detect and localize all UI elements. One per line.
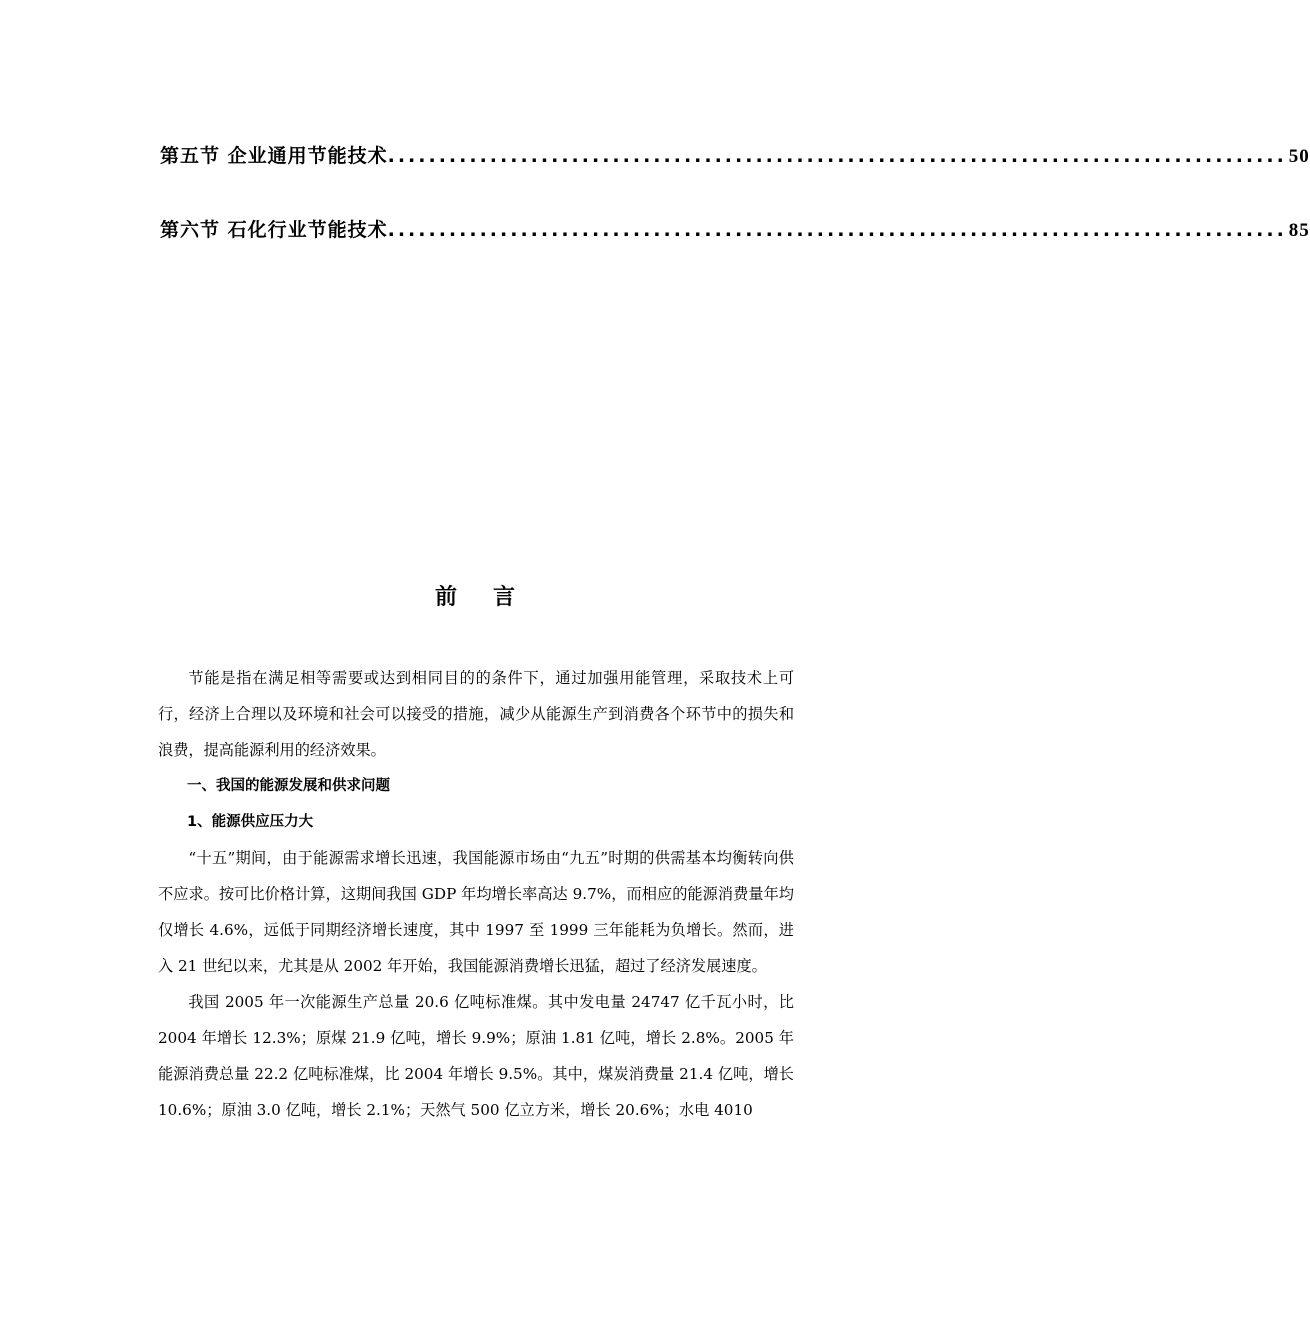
toc-leader-dots: ........................................................................................ [387,219,1287,241]
toc-page-number: 85 [1288,220,1310,241]
paragraph: “十五”期间，由于能源需求增长迅速，我国能源市场由“九五”时期的供需基本均衡转向供不应求。按可比价格计算，这期间我国 GDP 年均增长率高达 9.7%，而相应的能源消费量年均仅增长 4.6%，远低于同期经济增长速度，其中 1997 至 1999 三年能耗为负增长。然而，进入 21 世纪以来，尤其是从 2002 年开始，我国能源消费增长迅猛，超过了经济发展速度。 [158,849,794,975]
section-heading: 一、我国的能源发展和供求问题 [187,778,390,794]
toc-entry-section-6[interactable] [160,215,1310,242]
toc-leader-dots: ........................................................................................ [387,145,1287,167]
toc-entry-title: 第六节 石化行业节能技术 [160,219,388,241]
paragraph: 我国 2005 年一次能源生产总量 20.6 亿吨标准煤。其中发电量 24747 亿千瓦小时，比 2004 年增长 12.3%；原煤 21.9 亿吨，增长 9.9%；原油 1.81 亿吨，增长 2.8%。2005 年能源消费总量 22.2 亿吨标准煤，比 2004 年增长 9.5%。其中，煤炭消费量 21.4 亿吨，增长 10.6%；原油 3.0 亿吨，增长 2.1%；天然气 500 亿立方米，增长 20.6%；水电 4010 [158,993,794,1119]
toc-entry-title: 第五节 企业通用节能技术 [160,145,388,167]
subsection-heading: 1、能源供应压力大 [187,814,314,830]
preface-title: 前言 [434,585,551,610]
preface-body [158,660,794,1128]
paragraph: 节能是指在满足相等需要或达到相同目的的条件下，通过加强用能管理，采取技术上可行，经济上合理以及环境和社会可以接受的措施，减少从能源生产到消费各个环节中的损失和浪费，提高能源利用的经济效果。 [158,669,794,759]
toc-page-number: 50 [1288,146,1310,167]
toc-entry-section-5[interactable] [160,141,1310,168]
